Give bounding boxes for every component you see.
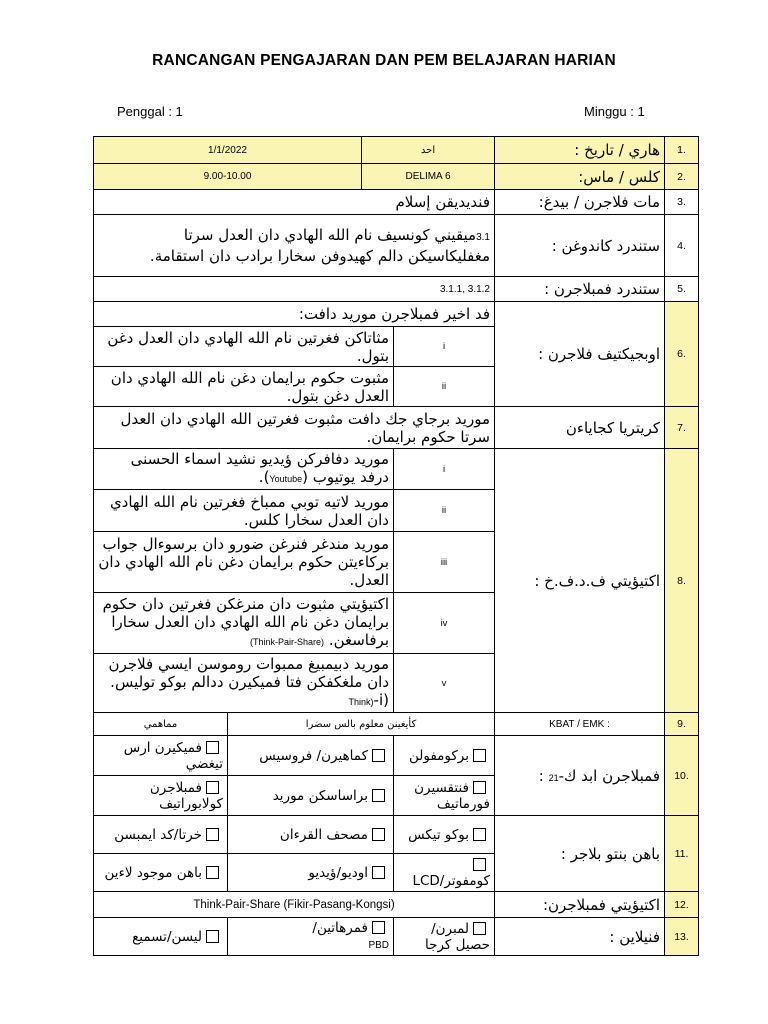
row-number: 8. (665, 449, 699, 713)
aktiviti-item-text: موريد دبيمبيغ ممبوات روموسن ايسي فلاجرن دان ملغكفكن فتا فميكيرن ددالم بوكو توليس. (i-Think) (94, 654, 394, 713)
kriteria-kejayaan-label: كريتريا كجاياءن (495, 407, 665, 449)
checkbox[interactable] (473, 781, 486, 794)
option-item[interactable]: براساسكن موريد (228, 776, 394, 816)
aktiviti-pembelajaran-label: اكتيؤيتي فمبلاجرن: (495, 892, 665, 918)
standard-pembelajaran-value: 3.1.1, 3.1.2 (94, 277, 495, 302)
option-item[interactable]: كماهيرن/ فروسيس (228, 736, 394, 776)
row-number: 3. (665, 190, 699, 215)
hari-value: احد (362, 137, 495, 164)
penggal-label: Penggal : 1 (117, 104, 183, 119)
pembelajaran-abad21-label: فمبلاجرن ابد ك-21 : (495, 736, 665, 816)
checkbox[interactable] (206, 741, 219, 754)
aktiviti-item-text: موريد دفافركن ؤيديو نشيد اسماء الحسنى درفد يوتيوب (Youtube). (94, 449, 394, 490)
option-item[interactable]: باهن موجود لاءين (94, 854, 228, 892)
row-kelas-masa (94, 164, 699, 190)
pbd-label: PBD (368, 939, 389, 951)
kelas-masa-label: كلس / ماس: (495, 164, 665, 190)
hari-tarikh-label: هاري / تاريخ : (495, 137, 665, 164)
row-number: 4. (665, 215, 699, 277)
aktiviti-item-text: موريد لاتيه توبي ممباخ فغرتين نام الله الهادي دان العدل سخارا كلس. (94, 490, 394, 532)
objektif-item-number: i (394, 327, 495, 367)
row-number: 1. (665, 137, 699, 164)
row-mata-pelajaran (94, 190, 699, 215)
kelas-value: DELIMA 6 (362, 164, 495, 190)
option-item[interactable]: لمبرن/حصيل كرجا (394, 918, 495, 956)
option-item[interactable]: فمبلاجرن كولابوراتيف (94, 776, 228, 816)
option-item[interactable]: مصحف القرءان (228, 816, 394, 854)
standard-kandungan-label: ستندرد كاندوغن : (495, 215, 665, 277)
checkbox[interactable] (473, 922, 486, 935)
row-number: 10. (665, 736, 699, 816)
row-aktiviti-pembelajaran (94, 892, 699, 918)
objektif-item-text: مثبوت حكوم برايمان دغن نام الله الهادي دان العدل دغن بتول. (94, 367, 394, 407)
row-penilaian (94, 918, 699, 956)
checkbox[interactable] (206, 866, 219, 879)
checkbox[interactable] (473, 828, 486, 841)
row-kriteria-kejayaan (94, 407, 699, 449)
aktiviti-item-number: i (394, 449, 495, 490)
checkbox[interactable] (372, 828, 385, 841)
emk-value-1: كأيغينن معلوم بالس سضرا (228, 713, 495, 736)
bahan-bantu-label: باهن بنتو بلاجر : (495, 816, 665, 892)
aktiviti-item (94, 449, 699, 490)
row-number: 6. (665, 302, 699, 407)
mata-pelajaran-value: فنديديقن إسلام (94, 190, 495, 215)
row-number: 5. (665, 277, 699, 302)
checkbox[interactable] (473, 749, 486, 762)
objektif-item-text: مثاتاكن فغرتين نام الله الهادي دان العدل دغن بتول. (94, 327, 394, 367)
masa-value: 9.00-10.00 (94, 164, 362, 190)
standard-pembelajaran-label: ستندرد فمبلاجرن : (495, 277, 665, 302)
aktiviti-item-number: v (394, 654, 495, 713)
row-pembelajaran-abad21 (94, 736, 699, 776)
mata-pelajaran-label: مات فلاجرن / بيدغ: (495, 190, 665, 215)
checkbox[interactable] (473, 858, 486, 871)
option-item[interactable]: فمرهاتين/ PBD (228, 918, 394, 956)
option-item[interactable]: كومفوتر/LCD (394, 854, 495, 892)
kbat-emk-label: KBAT / EMK : (495, 713, 665, 736)
aktiviti-item-number: iv (394, 593, 495, 654)
checkbox[interactable] (372, 789, 385, 802)
minggu-label: Minggu : 1 (584, 104, 645, 119)
objektif-label: اوبجيكتيف فلاجرن : (495, 302, 665, 407)
checkbox[interactable] (206, 781, 219, 794)
row-number: 12. (665, 892, 699, 918)
option-item[interactable]: بوكو تيكس (394, 816, 495, 854)
row-objektif-intro (94, 302, 699, 327)
aktiviti-pdpc-label: اكتيؤيتي ف.د.ف.خ : (495, 449, 665, 713)
row-number: 13. (665, 918, 699, 956)
option-item[interactable]: فميكيرن ارس تيغضي (94, 736, 228, 776)
standard-kandungan-code: 3.1 (476, 232, 490, 243)
emk-value-2: مماهمي (94, 713, 228, 736)
penilaian-label: فنيلاين : (495, 918, 665, 956)
option-item[interactable]: ليسن/تسميع (94, 918, 228, 956)
document-title: RANCANGAN PENGAJARAN DAN PEM BELAJARAN HARIAN (152, 52, 616, 69)
aktiviti-item-text: موريد مندغر فنرغن ضورو دان برسوءال جواب بركاءيتن حكوم برايمان دغن نام الله الهادي دان العدل. (94, 532, 394, 593)
row-bahan-bantu (94, 816, 699, 854)
row-number: 9. (665, 713, 699, 736)
option-item[interactable]: بركومفولن (394, 736, 495, 776)
aktiviti-item-text: اكتيؤيتي مثبوت دان منرغكن فغرتين دان حكوم برايمان دغن نام الله الهادي دان العدل سخارا برفاسغن. (Think-Pair-Share) (94, 593, 394, 654)
option-item[interactable]: اوديو/ؤيديو (228, 854, 394, 892)
objektif-intro: فد اخير فمبلاجرن موريد دافت: (94, 302, 495, 327)
checkbox[interactable] (206, 930, 219, 943)
checkbox[interactable] (206, 828, 219, 841)
aktiviti-item-number: ii (394, 490, 495, 532)
option-item[interactable]: خرتا/كد ايمبسن (94, 816, 228, 854)
row-number: 7. (665, 407, 699, 449)
tarikh-value: 1/1/2022 (94, 137, 362, 164)
lesson-plan-table (93, 136, 699, 956)
row-number: 2. (665, 164, 699, 190)
aktiviti-pembelajaran-value: Think-Pair-Share (Fikir-Pasang-Kongsi) (94, 892, 495, 918)
objektif-item-number: ii (394, 367, 495, 407)
option-item[interactable]: فنتقسيرن فورماتيف (394, 776, 495, 816)
row-standard-pembelajaran (94, 277, 699, 302)
aktiviti-item-number: iii (394, 532, 495, 593)
kriteria-kejayaan-value: موريد برجاي جك دافت مثبوت فغرتين الله الهادي دان العدل سرتا حكوم برايمان. (94, 407, 495, 449)
row-number: 11. (665, 816, 699, 892)
checkbox[interactable] (372, 921, 385, 934)
checkbox[interactable] (372, 866, 385, 879)
row-hari-tarikh (94, 137, 699, 164)
standard-kandungan-value: 3.1ميقيني كونسيف نام الله الهادي دان العدل سرتا مغفليكاسيكن دالم كهيدوفن سخارا برادب دان استقامة. (94, 215, 495, 277)
row-standard-kandungan (94, 215, 699, 277)
row-kbat-emk (94, 713, 699, 736)
checkbox[interactable] (372, 749, 385, 762)
